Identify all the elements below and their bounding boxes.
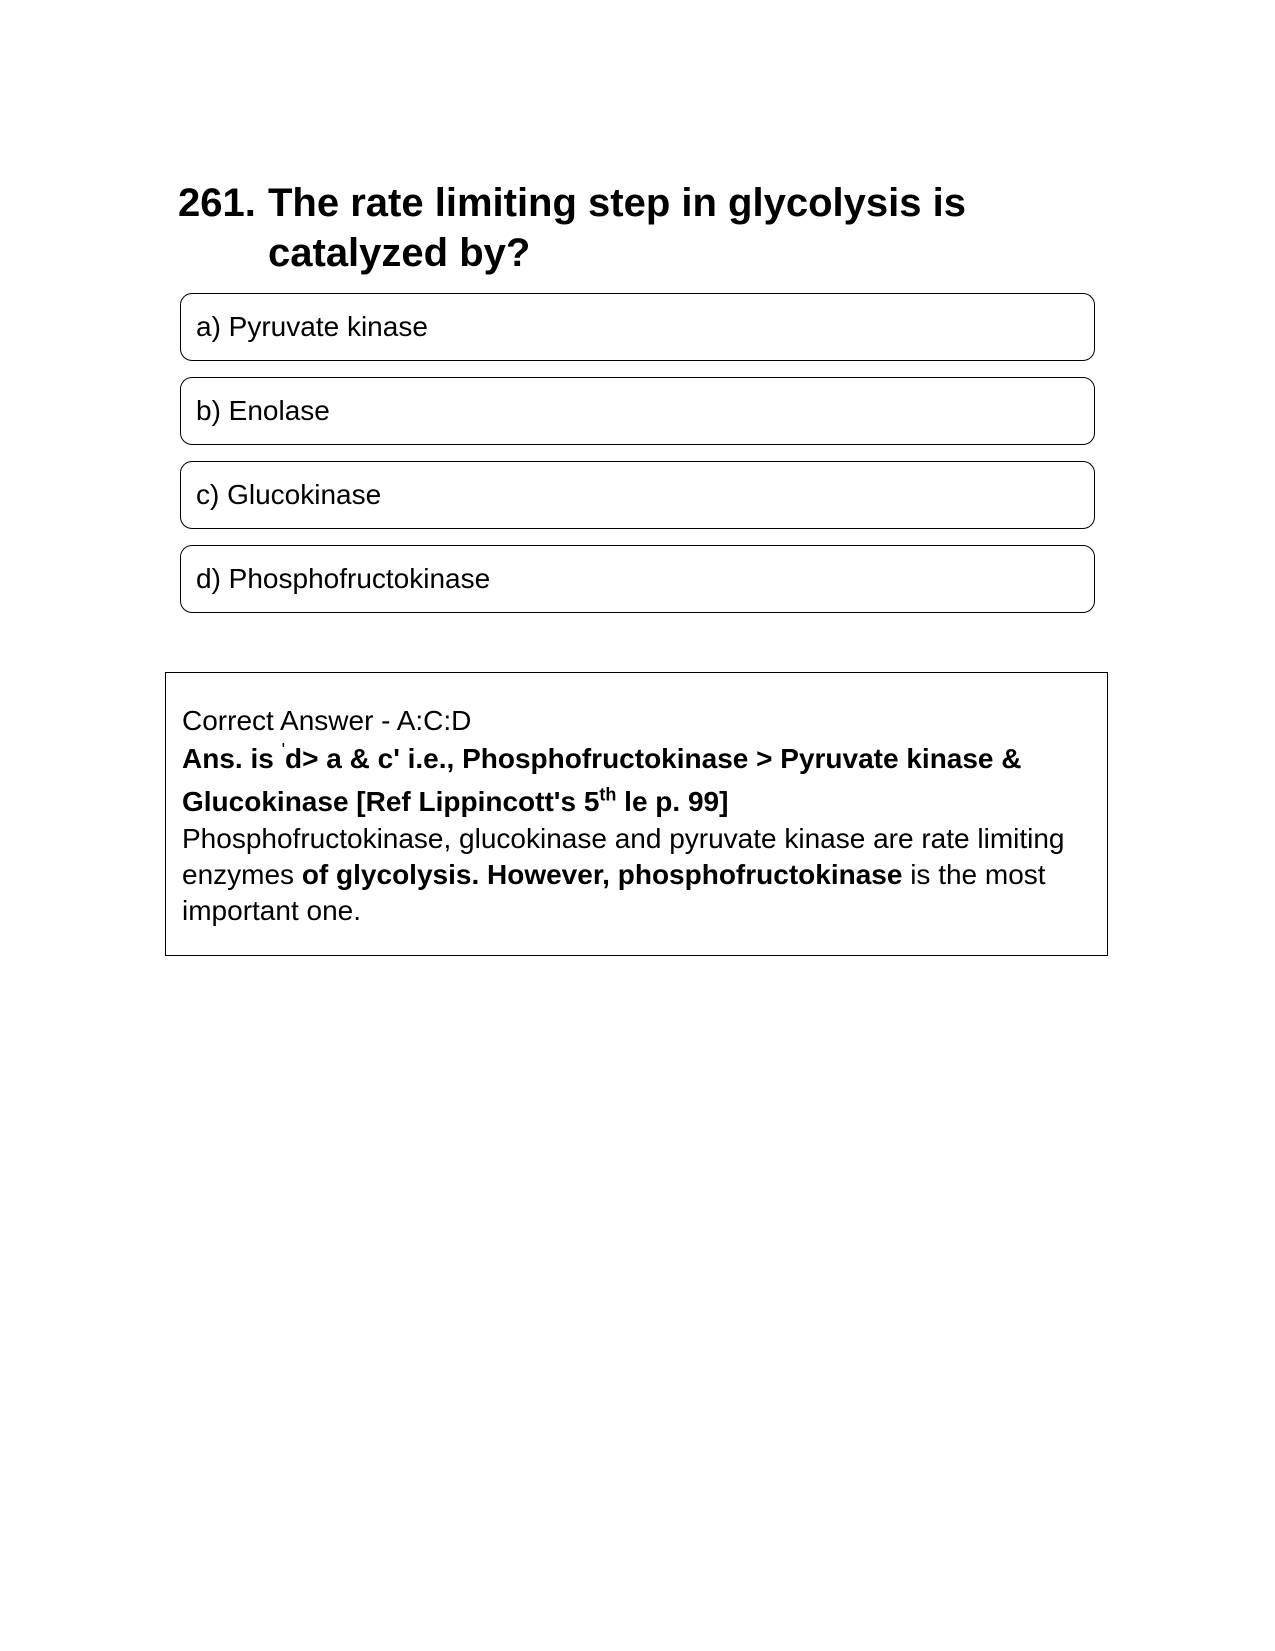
answer-main: d> a & c' i.e., Phosphofructokinase > Pyruvate kinase & Glucokinase [Ref Lippincott's 5 <box>182 743 1022 817</box>
answer-reference <box>182 739 1091 821</box>
option-c[interactable]: c) Glucokinase <box>180 461 1095 529</box>
options-list <box>180 293 1095 629</box>
explanation-bold: of glycolysis. However, phosphofructokinase <box>301 859 903 890</box>
question-text: The rate limiting step in glycolysis is catalyzed by? <box>268 181 966 275</box>
answer-superscript: th <box>599 784 617 805</box>
answer-suffix: le p. 99] <box>616 786 729 817</box>
correct-answer-line: Correct Answer - A:C:D <box>182 705 472 736</box>
option-a[interactable]: a) Pyruvate kinase <box>180 293 1095 361</box>
explanation-part1: Phosphofructokinase, glucokinase and pyruvate kinase are rate limiting enzymes <box>182 823 1065 890</box>
answer-tick: ' <box>281 740 286 760</box>
answer-prefix: Ans. is <box>182 743 282 774</box>
option-b[interactable]: b) Enolase <box>180 377 1095 445</box>
answer-explanation <box>182 821 1091 929</box>
option-d[interactable]: d) Phosphofructokinase <box>180 545 1095 613</box>
question-number: 261. <box>178 181 256 225</box>
answer-box <box>165 672 1108 956</box>
question-heading <box>178 178 1098 278</box>
explanation-part2: is the most important one. <box>182 859 1046 926</box>
